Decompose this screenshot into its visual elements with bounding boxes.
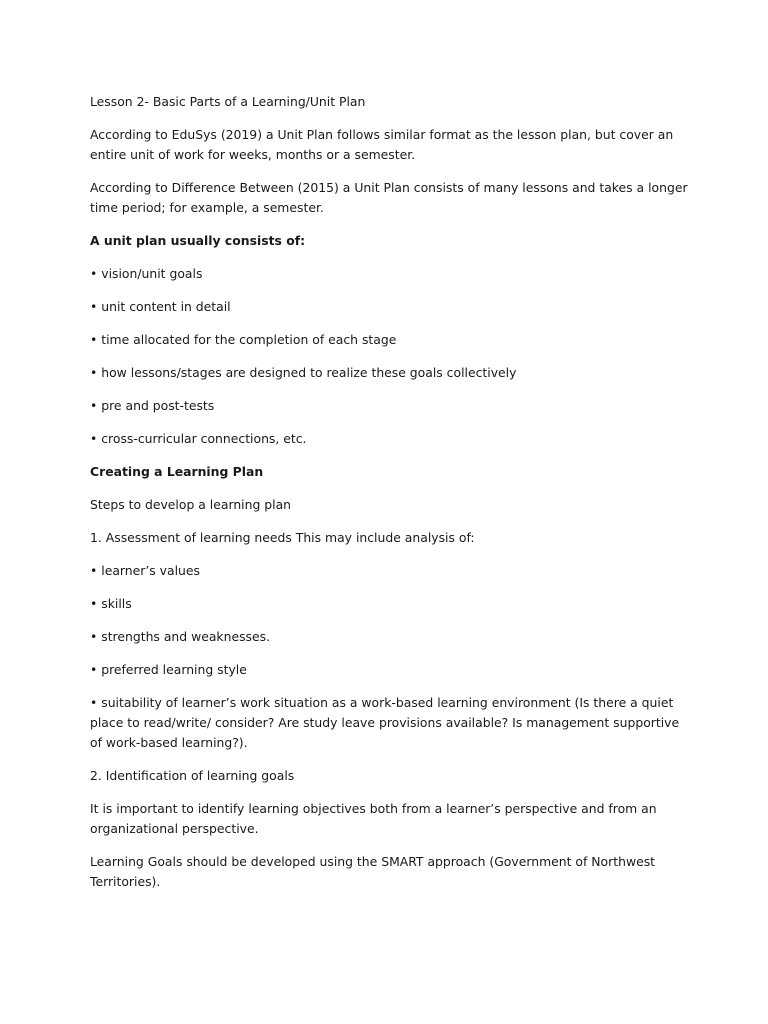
step-identification: 2. Identification of learning goals (90, 768, 295, 783)
list-item: • learner’s values (90, 563, 200, 578)
step-assessment: 1. Assessment of learning needs This may include analysis of: (90, 530, 475, 545)
list-item: • vision/unit goals (90, 266, 203, 281)
paragraph-objectives: It is important to identify learning objectives both from a learner’s perspective and from an organizational perspective. (90, 801, 657, 836)
list-item: • unit content in detail (90, 299, 231, 314)
list-item: • suitability of learner’s work situation as a work-based learning environment (Is there a quiet place to read/write/ consider? Are study leave provisions available? Is management supportive of work-based learning?). (90, 695, 680, 750)
list-item: • how lessons/stages are designed to realize these goals collectively (90, 365, 517, 380)
list-item: • preferred learning style (90, 662, 247, 677)
paragraph-edusys: According to EduSys (2019) a Unit Plan follows similar format as the lesson plan, but cover an entire unit of work for weeks, months or a semester. (90, 127, 674, 162)
paragraph-difference-between: According to Difference Between (2015) a Unit Plan consists of many lessons and takes a longer time period; for example, a semester. (90, 180, 688, 215)
list-item: • strengths and weaknesses. (90, 629, 271, 644)
list-item: • cross-curricular connections, etc. (90, 431, 307, 446)
paragraph-steps: Steps to develop a learning plan (90, 497, 292, 512)
paragraph-smart: Learning Goals should be developed using the SMART approach (Government of Northwest Territories). (90, 854, 656, 889)
heading-creating-learning-plan: Creating a Learning Plan (90, 464, 264, 479)
heading-unit-plan-consists: A unit plan usually consists of: (90, 233, 306, 248)
lesson-title: Lesson 2- Basic Parts of a Learning/Unit Plan (90, 94, 366, 109)
list-item: • skills (90, 596, 132, 611)
list-item: • pre and post-tests (90, 398, 215, 413)
list-item: • time allocated for the completion of each stage (90, 332, 397, 347)
document-body (90, 92, 690, 905)
